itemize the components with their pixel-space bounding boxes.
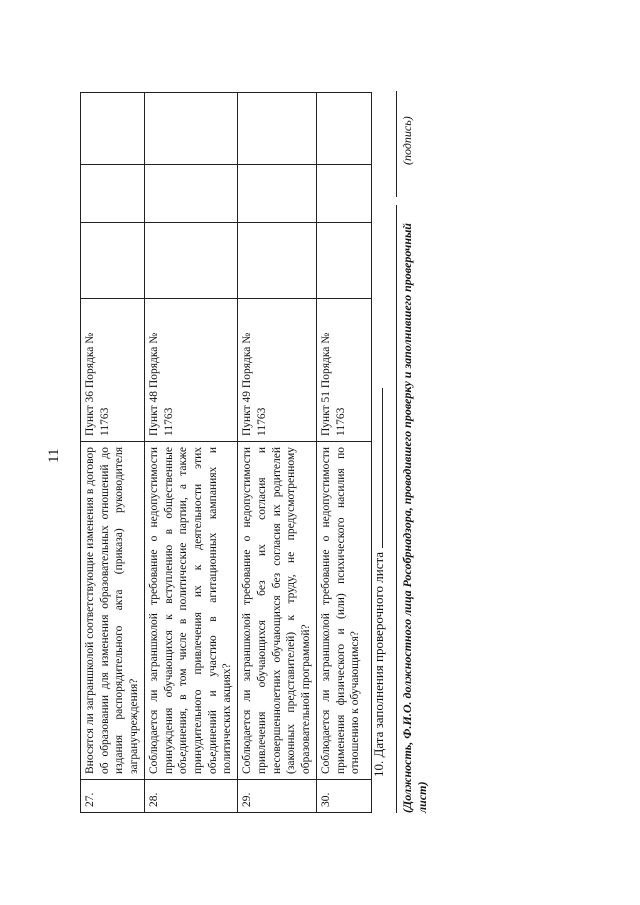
fill-date-line — [370, 388, 387, 777]
answer-cell-na[interactable] — [81, 93, 145, 165]
answer-cell-na[interactable] — [144, 93, 237, 165]
table-row — [81, 93, 145, 813]
table-row — [238, 93, 317, 813]
signatory-rule — [396, 205, 397, 813]
signature-caption: (подпись) — [400, 116, 414, 165]
signature-rule — [396, 91, 397, 197]
row-number: 27. — [81, 780, 145, 813]
answer-cell-yes[interactable] — [316, 223, 371, 299]
row-question: Соблюдается ли заграншколой требование о недопустимости привлечения обучающихся без их согласия и несовершеннолетних обучающихся без согласия их родителей (законных представителей) к труду, не предусмотренному образовательной программой? — [238, 442, 317, 780]
answer-cell-na[interactable] — [316, 93, 371, 165]
checklist-table — [80, 92, 372, 813]
row-number: 28. — [144, 780, 237, 813]
row-question: Вносятся ли заграншколой соответствующие изменения в договор об образовании для изменения образовательных отношений до издания распорядительного акта (приказа) руководителя загранучреждения? — [81, 442, 145, 780]
table-row — [144, 93, 237, 813]
answer-cell-yes[interactable] — [144, 223, 237, 299]
row-question: Соблюдается ли заграншколой требование о недопустимости принуждения обучающихся к вступлению в общественные объединения, в том числе в политические партии, а также принудительного привлечения их к деятельности этих объединений и участию в агитационных кампаниях и политических акциях? — [144, 442, 237, 780]
fill-date-label: 10. Дата заполнения проверочного листа — [371, 551, 386, 777]
answer-cell-yes[interactable] — [81, 223, 145, 299]
signatory-caption: (Должность, Ф.И.О. должностного лица Рособрнадзора, проводившего проверку и заполнившего проверочный лист) — [400, 223, 429, 813]
table-row — [316, 93, 371, 813]
row-question: Соблюдается ли заграншколой требование о недопустимости применения физического и (или) психического насилия по отношению к обучающимся? — [316, 442, 371, 780]
answer-cell-no[interactable] — [144, 165, 237, 223]
row-reference: Пункт 49 Порядка № 11763 — [238, 299, 317, 442]
row-reference: Пункт 51 Порядка № 11763 — [316, 299, 371, 442]
row-number: 30. — [316, 780, 371, 813]
answer-cell-no[interactable] — [316, 165, 371, 223]
row-reference: Пункт 36 Порядка № 11763 — [81, 299, 145, 442]
fill-date-blank[interactable] — [370, 388, 383, 548]
answer-cell-no[interactable] — [81, 165, 145, 223]
row-number: 29. — [238, 780, 317, 813]
answer-cell-no[interactable] — [238, 165, 317, 223]
answer-cell-yes[interactable] — [238, 223, 317, 299]
row-reference: Пункт 48 Порядка № 11763 — [144, 299, 237, 442]
answer-cell-na[interactable] — [238, 93, 317, 165]
page-number: 11 — [46, 448, 62, 463]
